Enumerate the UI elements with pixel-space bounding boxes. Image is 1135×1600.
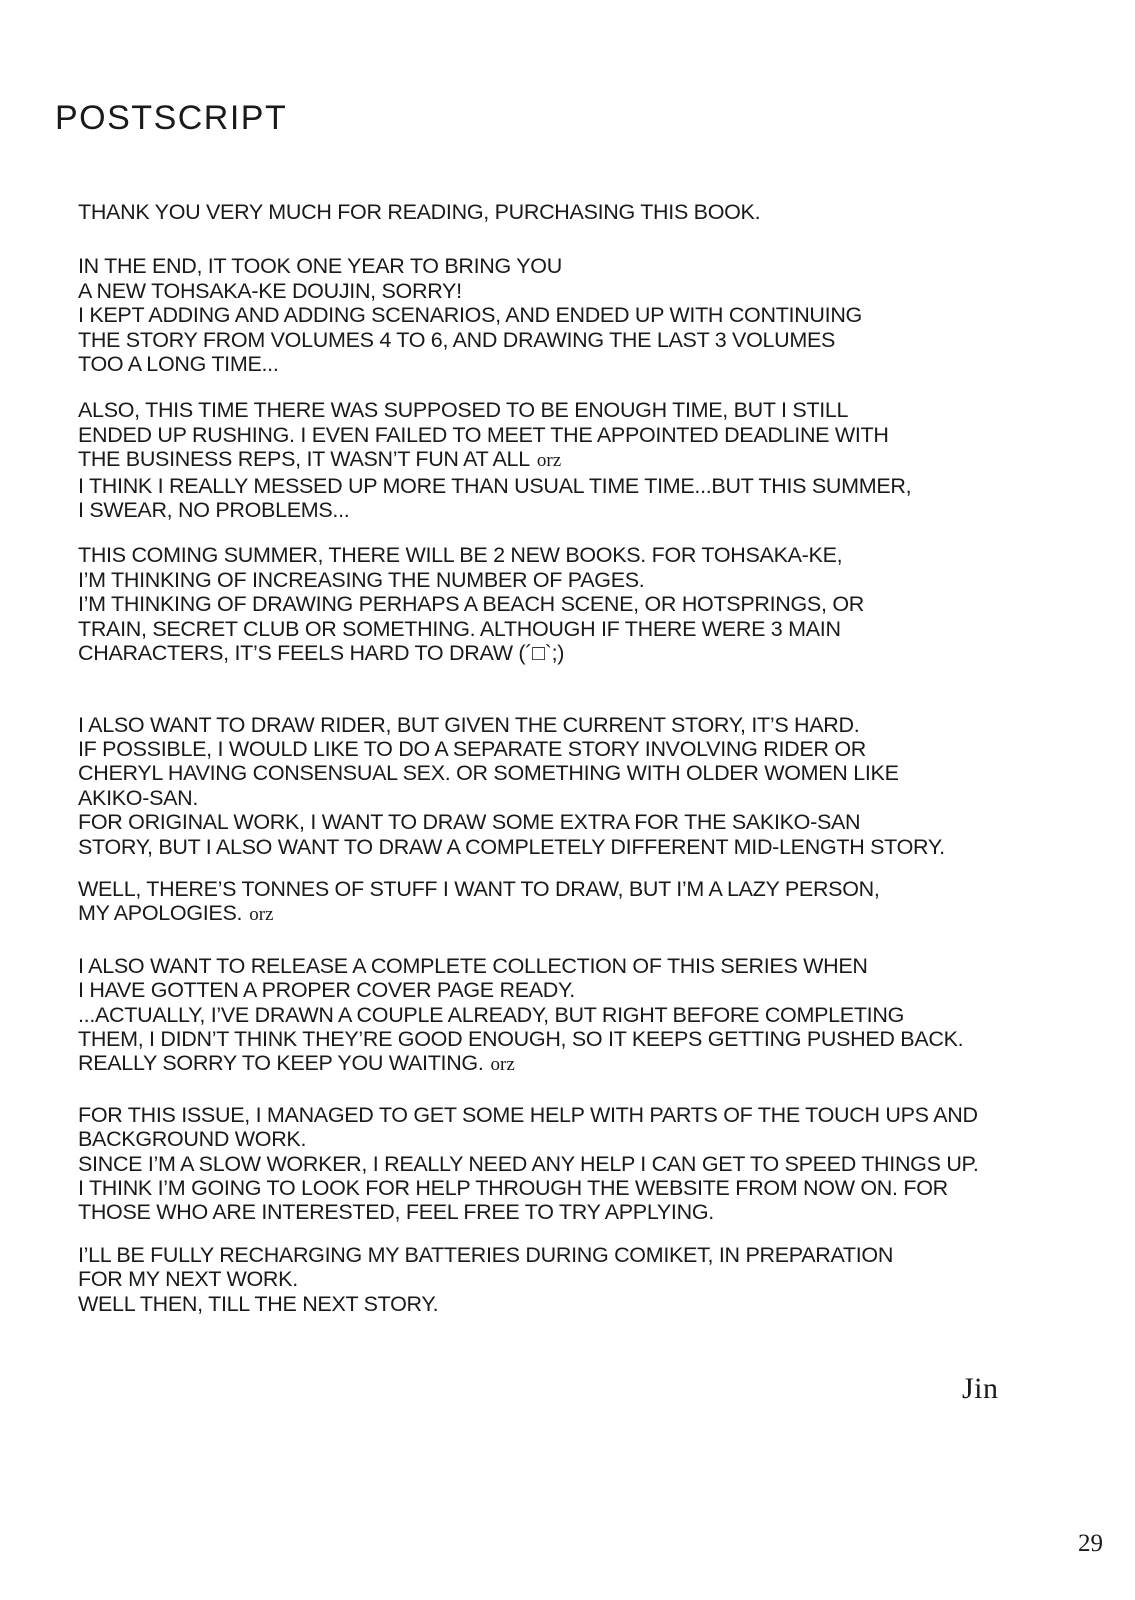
text-line (78, 498, 1083, 522)
text-line (78, 398, 1083, 422)
text-line (78, 474, 1083, 498)
text-line (78, 1051, 1083, 1077)
text-line (78, 978, 1083, 1002)
line-text: TRAIN, SECRET CLUB OR SOMETHING. ALTHOUGH IF THERE WERE 3 MAIN (78, 616, 841, 641)
orz-kaomoji: orz (490, 1054, 515, 1076)
paragraph-rider (78, 713, 1083, 859)
text-line (78, 1127, 1083, 1151)
body-text (78, 200, 1083, 1316)
text-line (78, 1152, 1083, 1176)
line-text: THOSE WHO ARE INTERESTED, FEEL FREE TO TRY APPLYING. (78, 1200, 714, 1225)
line-text: CHERYL HAVING CONSENSUAL SEX. OR SOMETHING WITH OLDER WOMEN LIKE (78, 761, 899, 786)
paragraph-one-year (78, 254, 1083, 376)
line-text: I’M THINKING OF INCREASING THE NUMBER OF PAGES. (78, 567, 645, 592)
text-line (78, 543, 1083, 567)
page-title: POSTSCRIPT (55, 99, 288, 137)
line-text: I KEPT ADDING AND ADDING SCENARIOS, AND ENDED UP WITH CONTINUING (78, 303, 862, 328)
line-text: ALSO, THIS TIME THERE WAS SUPPOSED TO BE ENOUGH TIME, BUT I STILL (78, 398, 849, 423)
text-line (78, 713, 1083, 737)
text-line (78, 1267, 1083, 1291)
line-text: A NEW TOHSAKA-KE DOUJIN, SORRY! (78, 278, 462, 303)
text-line (78, 279, 1083, 303)
line-text: I’M THINKING OF DRAWING PERHAPS A BEACH SCENE, OR HOTSPRINGS, OR (78, 592, 864, 617)
text-line (78, 592, 1083, 616)
text-line (78, 328, 1083, 352)
text-line (78, 423, 1083, 447)
text-line (78, 641, 1083, 665)
line-text: THANK YOU VERY MUCH FOR READING, PURCHASING THIS BOOK. (78, 200, 761, 224)
line-text: I’LL BE FULLY RECHARGING MY BATTERIES DURING COMIKET, IN PREPARATION (78, 1242, 894, 1267)
text-line (78, 1292, 1083, 1316)
line-text: ...ACTUALLY, I’VE DRAWN A COUPLE ALREADY, BUT RIGHT BEFORE COMPLETING (78, 1002, 904, 1027)
text-line (78, 200, 1083, 224)
line-text: THE STORY FROM VOLUMES 4 TO 6, AND DRAWING THE LAST 3 VOLUMES (78, 327, 836, 352)
paragraph-summer-books (78, 543, 1083, 665)
text-line (78, 617, 1083, 641)
paragraph-thanks (78, 200, 1083, 224)
text-line (78, 254, 1083, 278)
text-line (78, 303, 1083, 327)
text-line (78, 447, 1083, 473)
paragraph-lazy (78, 877, 1083, 928)
text-line (78, 737, 1083, 761)
line-text: THEM, I DIDN’T THINK THEY’RE GOOD ENOUGH, SO IT KEEPS GETTING PUSHED BACK. (78, 1026, 964, 1051)
text-line (78, 954, 1083, 978)
text-line (78, 835, 1083, 859)
text-line (78, 786, 1083, 810)
text-line (78, 1243, 1083, 1267)
text-line (78, 568, 1083, 592)
line-text: WELL THEN, TILL THE NEXT STORY. (78, 1291, 439, 1316)
line-text: STORY, BUT I ALSO WANT TO DRAW A COMPLETELY DIFFERENT MID-LENGTH STORY. (78, 834, 945, 859)
orz-kaomoji: orz (249, 904, 274, 926)
line-text: FOR ORIGINAL WORK, I WANT TO DRAW SOME EXTRA FOR THE SAKIKO-SAN (78, 810, 861, 835)
line-text: I HAVE GOTTEN A PROPER COVER PAGE READY. (78, 978, 575, 1003)
line-text: ENDED UP RUSHING. I EVEN FAILED TO MEET THE APPOINTED DEADLINE WITH (78, 422, 889, 447)
paragraph-collection (78, 954, 1083, 1078)
line-text: BACKGROUND WORK. (78, 1127, 307, 1152)
text-line (78, 877, 1083, 901)
text-line (78, 1103, 1083, 1127)
page-number: 29 (1078, 1530, 1103, 1557)
line-text: I THINK I REALLY MESSED UP MORE THAN USUAL TIME TIME...BUT THIS SUMMER, (78, 473, 912, 498)
line-text: IN THE END, IT TOOK ONE YEAR TO BRING YOU (78, 254, 562, 279)
line-text: I ALSO WANT TO DRAW RIDER, BUT GIVEN THE CURRENT STORY, IT’S HARD. (78, 712, 860, 737)
text-line (78, 352, 1083, 376)
text-line (78, 1200, 1083, 1224)
line-text: IF POSSIBLE, I WOULD LIKE TO DO A SEPARATE STORY INVOLVING RIDER OR (78, 736, 866, 761)
line-text: AKIKO-SAN. (78, 785, 199, 810)
text-line (78, 901, 1083, 927)
line-text: WELL, THERE’S TONNES OF STUFF I WANT TO DRAW, BUT I’M A LAZY PERSON, (78, 876, 880, 901)
line-text: I ALSO WANT TO RELEASE A COMPLETE COLLECTION OF THIS SERIES WHEN (78, 953, 868, 978)
text-line (78, 1176, 1083, 1200)
line-text: FOR MY NEXT WORK. (78, 1267, 298, 1292)
line-text: MY APOLOGIES. (78, 901, 243, 926)
paragraph-help (78, 1103, 1083, 1225)
line-text: THIS COMING SUMMER, THERE WILL BE 2 NEW BOOKS. FOR TOHSAKA-KE, (78, 543, 843, 568)
text-line (78, 761, 1083, 785)
text-line (78, 1027, 1083, 1051)
paragraph-rushing (78, 398, 1083, 522)
author-signature: Jin (962, 1372, 999, 1405)
line-text: I THINK I’M GOING TO LOOK FOR HELP THROUGH THE WEBSITE FROM NOW ON. FOR (78, 1176, 948, 1200)
line-text: SINCE I’M A SLOW WORKER, I REALLY NEED ANY HELP I CAN GET TO SPEED THINGS UP. (78, 1151, 979, 1176)
orz-kaomoji: orz (536, 450, 562, 472)
text-line (78, 1003, 1083, 1027)
line-text: FOR THIS ISSUE, I MANAGED TO GET SOME HELP WITH PARTS OF THE TOUCH UPS AND (78, 1102, 978, 1127)
line-text: TOO A LONG TIME... (78, 352, 279, 377)
line-text: REALLY SORRY TO KEEP YOU WAITING. (78, 1051, 484, 1076)
line-text: THE BUSINESS REPS, IT WASN’T FUN AT ALL (78, 447, 530, 472)
line-text: I SWEAR, NO PROBLEMS... (78, 498, 350, 523)
text-line (78, 810, 1083, 834)
line-text: CHARACTERS, IT’S FEELS HARD TO DRAW (´□`;) (78, 641, 565, 666)
paragraph-farewell (78, 1243, 1083, 1316)
